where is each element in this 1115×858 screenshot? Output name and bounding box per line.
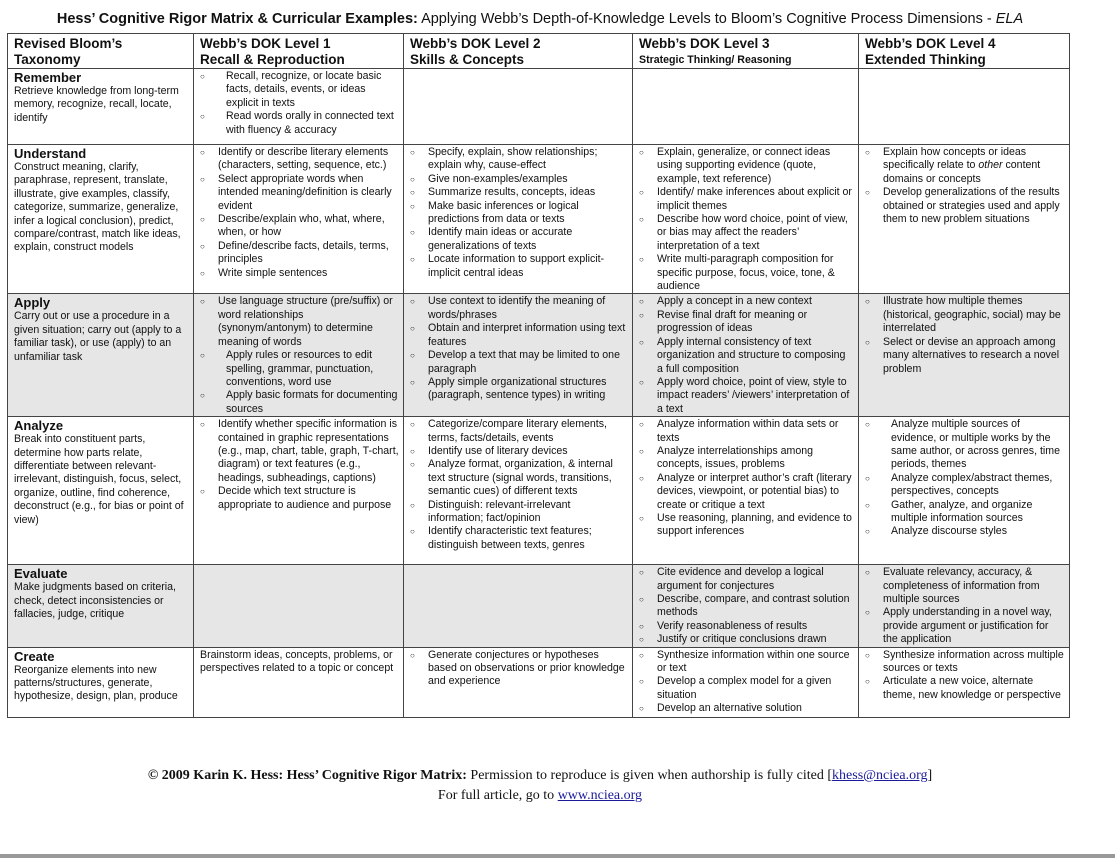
create-dok2 (404, 647, 633, 717)
list-item: ○ Decide which text structure is appropriate to audience and purpose (200, 485, 399, 512)
list-item: ○ Justify or critique conclusions drawn (639, 633, 854, 646)
list-item: ○ Develop an alternative solution (639, 702, 854, 715)
list-item: ○ Write multi-paragraph composition for specific purpose, focus, voice, tone, & audience (639, 253, 854, 293)
list-item: ○ Locate information to support explicit-implicit central ideas (410, 253, 628, 280)
analyze-dok3 (633, 417, 859, 565)
understand-dok3 (633, 145, 859, 294)
row-understand (8, 145, 1070, 294)
document-title (0, 11, 1080, 27)
list-item: ○ Apply simple organizational structures (paragraph, sentence types) in writing (410, 376, 628, 403)
apply-category: Apply Carry out or use a procedure in a given situation; carry out (apply to a familiar task), or use (apply) to an unfamiliar task (8, 294, 194, 417)
header-dok1: Webb’s DOK Level 1 Recall & Reproduction (194, 34, 404, 69)
header-dok2: Webb’s DOK Level 2 Skills & Concepts (404, 34, 633, 69)
remember-dok2 (404, 69, 633, 145)
list-item: ○ Use reasoning, planning, and evidence to support inferences (639, 512, 854, 539)
list-item: ○ Synthesize information across multiple sources or texts (865, 649, 1065, 676)
title-normal: Applying Webb’s Depth-of-Knowledge Levels to Bloom’s Cognitive Process Dimensions - (417, 11, 996, 27)
understand-dok2 (404, 145, 633, 294)
remember-category: Remember Retrieve knowledge from long-term memory, recognize, recall, locate, identify (8, 69, 194, 145)
list-item: ○ Revise final draft for meaning or progression of ideas (639, 309, 854, 336)
row-remember (8, 69, 1070, 145)
list-item: ○ Specify, explain, show relationships; explain why, cause-effect (410, 146, 628, 173)
list-item: ○ Analyze complex/abstract themes, perspectives, concepts (865, 472, 1065, 499)
list-item: ○ Identify or describe literary elements (characters, setting, sequence, etc.) (200, 146, 399, 173)
list-item: ○ Use language structure (pre/suffix) or word relationships (synonym/antonym) to determine meaning of words (200, 295, 399, 349)
list-item: ○ Write simple sentences (200, 267, 399, 280)
list-item: ○ Articulate a new voice, alternate theme, new knowledge or perspective (865, 675, 1065, 702)
understand-dok4 (859, 145, 1070, 294)
list-item: ○ Synthesize information within one source or text (639, 649, 854, 676)
remember-dok3 (633, 69, 859, 145)
list-item: ○ Make basic inferences or logical predictions from data or texts (410, 200, 628, 227)
list-item: ○ Apply rules or resources to edit spelling, grammar, punctuation, conventions, word use (200, 349, 399, 389)
list-item: ○ Select or devise an approach among many alternatives to research a novel problem (865, 336, 1065, 376)
remember-dok4 (859, 69, 1070, 145)
list-item: ○ Use context to identify the meaning of words/phrases (410, 295, 628, 322)
list-item: ○ Identify main ideas or accurate generalizations of texts (410, 226, 628, 253)
rigor-matrix-table (7, 33, 1070, 718)
list-item: ○ Describe/explain who, what, where, when, or how (200, 213, 399, 240)
title-italic: ELA (995, 11, 1024, 27)
list-item: ○ Generate conjectures or hypotheses based on observations or prior knowledge and experience (410, 649, 628, 689)
row-evaluate (8, 565, 1070, 647)
list-item: ○ Apply a concept in a new context (639, 295, 854, 308)
title-bold: Hess’ Cognitive Rigor Matrix & Curricular Examples: (56, 11, 418, 27)
list-item: ○ Develop a text that may be limited to one paragraph (410, 349, 628, 376)
list-item: ○ Analyze discourse styles (865, 525, 1065, 538)
list-item: ○ Gather, analyze, and organize multiple information sources (865, 499, 1065, 526)
header-bloom: Revised Bloom’s Taxonomy (8, 34, 194, 69)
create-dok4 (859, 647, 1070, 717)
row-create (8, 647, 1070, 717)
analyze-dok1 (194, 417, 404, 565)
list-item: ○ Apply word choice, point of view, style to impact readers’ /viewers’ interpretation of a text (639, 376, 854, 416)
list-item: ○ Develop a complex model for a given situation (639, 675, 854, 702)
list-item: ○ Cite evidence and develop a logical argument for conjectures (639, 566, 854, 593)
analyze-category: Analyze Break into constituent parts, determine how parts relate, differentiate between relevant-irrelevant, distinguish, focus, select, organize, outline, find coherence, deconstruct (e.g., for bias or point of view) (8, 417, 194, 565)
create-dok1: Brainstorm ideas, concepts, problems, or perspectives related to a topic or concept (194, 647, 404, 717)
row-analyze (8, 417, 1070, 565)
apply-dok2 (404, 294, 633, 417)
remember-dok1 (194, 69, 404, 145)
footer-article: For full article, go to www.nciea.org (437, 788, 643, 803)
list-item: ○ Analyze or interpret author’s craft (literary devices, viewpoint, or potential bias) to create or critique a text (639, 472, 854, 512)
evaluate-dok3 (633, 565, 859, 647)
list-item: ○ Verify reasonableness of results (639, 620, 854, 633)
list-item: ○ Recall, recognize, or locate basic facts, details, events, or ideas explicit in texts (200, 70, 399, 110)
list-item: ○ Identify/ make inferences about explicit or implicit themes (639, 186, 854, 213)
list-item: ○ Apply basic formats for documenting sources (200, 389, 399, 416)
evaluate-dok4 (859, 565, 1070, 647)
list-item: ○ Categorize/compare literary elements, terms, facts/details, events (410, 418, 628, 445)
apply-dok4 (859, 294, 1070, 417)
header-row (8, 34, 1070, 69)
list-item: ○ Analyze information within data sets or texts (639, 418, 854, 445)
list-item: ○ Analyze format, organization, & internal text structure (signal words, transitions, semantic cues) of different texts (410, 458, 628, 498)
evaluate-dok1 (194, 565, 404, 647)
create-category: Create Reorganize elements into new patterns/structures, generate, hypothesize, design, plan, produce (8, 647, 194, 717)
footer-copyright: © 2009 Karin K. Hess: Hess’ Cognitive Rigor Matrix: Permission to reproduce is given when authorship is fully cited [khess@nciea.org] (147, 768, 933, 783)
header-dok4: Webb’s DOK Level 4 Extended Thinking (859, 34, 1070, 69)
create-dok3 (633, 647, 859, 717)
list-item: ○ Identify use of literary devices (410, 445, 628, 458)
header-dok3: Webb’s DOK Level 3 Strategic Thinking/ Reasoning (633, 34, 859, 69)
understand-dok1 (194, 145, 404, 294)
list-item: ○ Illustrate how multiple themes (historical, geographic, social) may be interrelated (865, 295, 1065, 335)
list-item: ○ Summarize results, concepts, ideas (410, 186, 628, 199)
list-item: ○ Evaluate relevancy, accuracy, & completeness of information from multiple sources (865, 566, 1065, 606)
list-item: ○ Give non-examples/examples (410, 173, 628, 186)
list-item: ○ Develop generalizations of the results obtained or strategies used and apply them to new problem situations (865, 186, 1065, 226)
list-item: ○ Apply internal consistency of text organization and structure to composing a full composition (639, 336, 854, 376)
website-link[interactable]: www.nciea.org (557, 788, 643, 803)
understand-category: Understand Construct meaning, clarify, paraphrase, represent, translate, illustrate, give examples, classify, categorize, summarize, generalize, infer a logical conclusion), predict, compare/contrast, match like ideas, explain, construct models (8, 145, 194, 294)
list-item: ○ Read words orally in connected text with fluency & accuracy (200, 110, 399, 137)
list-item: ○ Define/describe facts, details, terms, principles (200, 240, 399, 267)
list-item: ○ Explain, generalize, or connect ideas using supporting evidence (quote, example, text reference) (639, 146, 854, 186)
list-item: ○ Select appropriate words when intended meaning/definition is clearly evident (200, 173, 399, 213)
evaluate-dok2 (404, 565, 633, 647)
evaluate-category: Evaluate Make judgments based on criteria, check, detect inconsistencies or fallacies, judge, critique (8, 565, 194, 647)
page-divider (0, 854, 1115, 858)
list-item: ○ Explain how concepts or ideas specifically relate to other content domains or concepts (865, 146, 1065, 186)
apply-dok3 (633, 294, 859, 417)
list-item: ○ Analyze multiple sources of evidence, or multiple works by the same author, or across genres, time periods, themes (865, 418, 1065, 472)
email-link[interactable]: khess@nciea.org (832, 768, 928, 783)
analyze-dok4 (859, 417, 1070, 565)
list-item: ○ Describe, compare, and contrast solution methods (639, 593, 854, 620)
list-item: ○ Describe how word choice, point of view, or bias may affect the readers’ interpretation of a text (639, 213, 854, 253)
list-item: ○ Distinguish: relevant-irrelevant information; fact/opinion (410, 499, 628, 526)
list-item: ○ Analyze interrelationships among concepts, issues, problems (639, 445, 854, 472)
list-item: ○ Identify characteristic text features; distinguish between texts, genres (410, 525, 628, 552)
list-item: ○ Apply understanding in a novel way, provide argument or justification for the application (865, 606, 1065, 646)
list-item: ○ Obtain and interpret information using text features (410, 322, 628, 349)
row-apply (8, 294, 1070, 417)
list-item: ○ Identify whether specific information is contained in graphic representations (e.g., map, chart, table, graph, T-chart, diagram) or text features (e.g., headings, subheadings, captions) (200, 418, 399, 485)
apply-dok1 (194, 294, 404, 417)
analyze-dok2 (404, 417, 633, 565)
